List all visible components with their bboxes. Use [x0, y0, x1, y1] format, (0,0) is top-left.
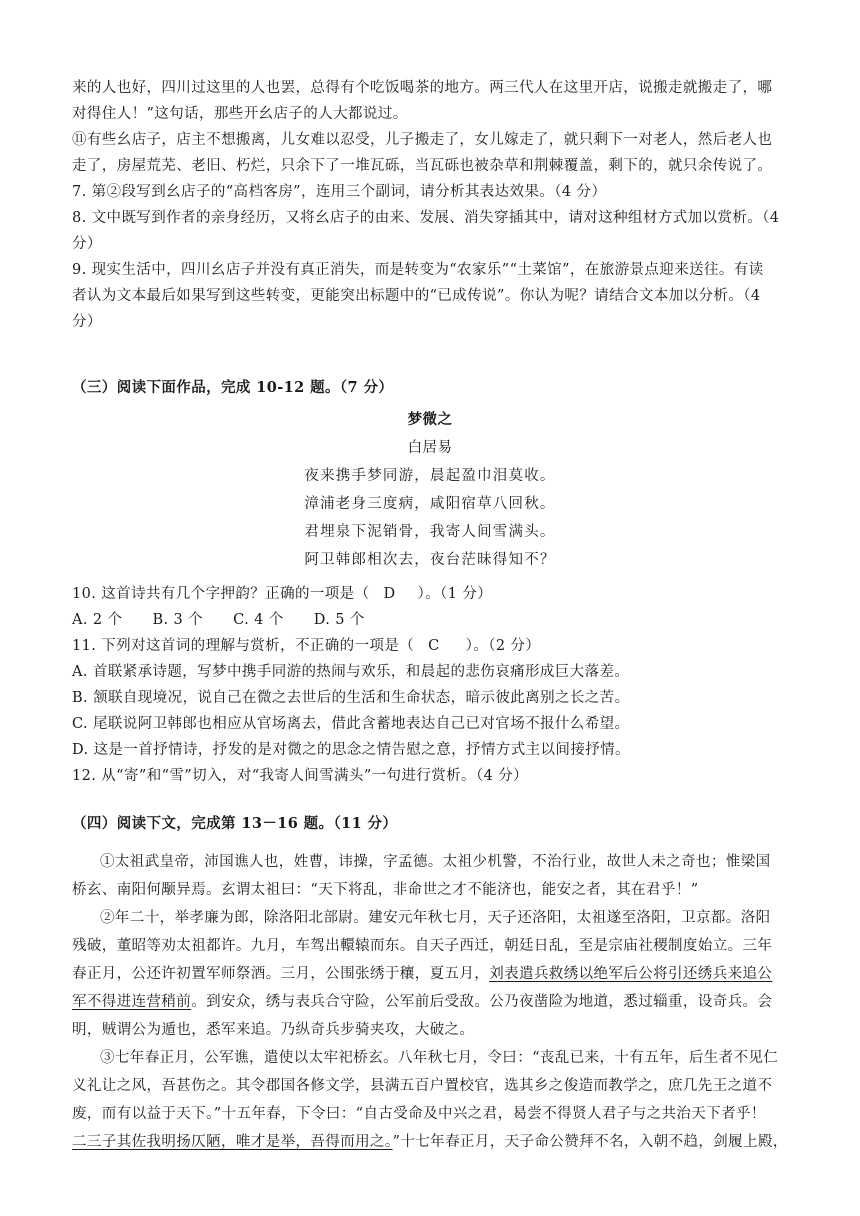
question-11 [72, 636, 540, 656]
question-11-tail: ）。（2 分） [465, 638, 541, 654]
question-11-option-c: C. 尾联说阿卫韩郎也相应从官场离去，借此含蓄地表达自己已对官场不报什么希望。 [72, 716, 630, 732]
question-10-answer: D [383, 586, 396, 602]
poem-title: 梦微之 [407, 411, 453, 428]
poem-line: 夜来携手梦同游，晨起盈巾泪莫收。 [304, 468, 556, 484]
section-four-heading: （四）阅读下文，完成第 13－16 题。（11 分） [72, 815, 398, 832]
paragraph-11-line-1: ⑪有些幺店子，店主不想搬离，儿女难以忍受，儿子搬走了，女儿嫁走了，就只剩下一对老人，然后老人也 [72, 132, 773, 148]
question-11-stem: 11. 下列对这首词的理解与赏析，不正确的一项是（ [72, 638, 415, 654]
passage-paragraph-3-line-4 [72, 1132, 788, 1152]
underlined-sentence: 刘表遣兵救绣以绝军后公将引还绣兵来追公 [489, 966, 773, 982]
underlined-sentence: 二三子其佐我明扬仄陋，唯才是举，吾得而用之。 [72, 1134, 393, 1150]
passage-paragraph-2-line-4 [72, 992, 772, 1012]
question-7: 7. 第②段写到幺店子的“高档客房”，连用三个副词，请分析其表达效果。（4 分） [72, 184, 607, 200]
passage-text: 。到安众，绣与表兵合守险，公军前后受敌。公乃夜凿险为地道，悉过辎重，设奇兵。会 [191, 994, 773, 1010]
passage-text: 春正月，公还许初置军师祭酒。三月，公围张绣于穰，夏五月， [72, 966, 490, 982]
question-10-stem: 10. 这首诗共有几个字押韵？正确的一项是（ [72, 586, 370, 602]
passage-paragraph-2-line-1: ②年二十，举孝廉为郎，除洛阳北部尉。建安元年秋七月，天子还洛阳，太祖遂至洛阳，卫京都。洛阳 [100, 910, 771, 926]
poem-line: 漳浦老身三度病，咸阳宿草八回秋。 [304, 496, 556, 512]
passage-paragraph-3-line-2: 义礼让之风，吾甚伤之。其令郡国各修文学，县满五百户置校官，选其乡之俊造而教学之，庶几先王之道不 [72, 1078, 773, 1094]
passage-paragraph-1-line-2: 桥玄、南阳何颙异焉。玄谓太祖曰：“天下将乱，非命世之才不能济也，能安之者，其在君乎！” [72, 882, 699, 898]
section-three-heading: （三）阅读下面作品，完成 10-12 题。（7 分） [72, 379, 394, 396]
question-8-line-1: 8. 文中既写到作者的亲身经历，又将幺店子的由来、发展、消失穿插其中，请对这种组材方式加以赏析。（4 [72, 210, 780, 226]
question-11-answer: C [428, 638, 440, 654]
question-10-tail: ）。（1 分） [417, 586, 493, 602]
paragraph-10-line-2: 对得住人！”这句话，那些开幺店子的人大都说过。 [72, 106, 408, 122]
question-10-options: A. 2 个 B. 3 个 C. 4 个 D. 5 个 [72, 612, 365, 628]
passage-paragraph-1-line-1: ①太祖武皇帝，沛国谯人也，姓曹，讳操，字孟德。太祖少机警，不治行业，故世人未之奇也；惟梁国 [100, 854, 771, 870]
passage-paragraph-3-line-3: 废，而有以益于天下。”十五年春，下令曰：“自古受命及中兴之君，曷尝不得贤人君子与之共治天下者乎！ [72, 1106, 766, 1122]
question-8-line-2: 分） [72, 236, 102, 252]
passage-paragraph-2-line-3 [72, 964, 772, 984]
poem-author: 白居易 [407, 440, 453, 456]
paragraph-11-line-2: 走了，房屋荒芜、老旧、朽烂，只余下了一堆瓦砾，当瓦砾也被杂草和荆棘覆盖，剩下的，就只余传说了。 [72, 158, 773, 174]
paragraph-10-line-1: 来的人也好，四川过这里的人也罢，总得有个吃饭喝茶的地方。两三代人在这里开店，说搬走就搬走了，哪 [72, 80, 773, 96]
question-11-option-d: D. 这是一首抒情诗，抒发的是对微之的思念之情告慰之意，抒情方式主以间接抒情。 [72, 742, 630, 758]
underlined-sentence: 军不得进连营稍前 [72, 994, 192, 1010]
poem-line: 阿卫韩郎相次去，夜台茫昧得知不？ [304, 552, 556, 568]
question-9-line-2: 者认为文本最后如果写到这些转变，更能突出标题中的“已成传说”。你认为呢？请结合文本加以分析。（4 [72, 288, 761, 304]
question-12: 12. 从“寄”和“雪”切入，对“我寄人间雪满头”一句进行赏析。（4 分） [72, 768, 529, 784]
question-11-option-b: B. 颔联自现境况，说自己在微之去世后的生活和生命状态，暗示彼此离别之长之苦。 [72, 690, 630, 706]
question-9-line-1: 9. 现实生活中，四川幺店子并没有真正消失，而是转变为“农家乐”“土菜馆”，在旅游景点迎来送往。有读 [72, 262, 764, 278]
question-10 [72, 584, 492, 604]
question-11-option-a: A. 首联紧承诗题，写梦中携手同游的热闹与欢乐，和晨起的悲伤哀痛形成巨大落差。 [72, 664, 630, 680]
question-9-line-3: 分） [72, 314, 102, 330]
passage-text: ”十七年春正月，天子命公赞拜不名，入朝不趋，剑履上殿， [392, 1134, 788, 1150]
passage-paragraph-3-line-1: ③七年春正月，公军谯，遣使以太牢祀桥玄。八年秋七月，令曰：“丧乱已来，十有五年，后生者不见仁 [100, 1050, 779, 1066]
poem-line: 君埋泉下泥销骨，我寄人间雪满头。 [304, 524, 556, 540]
passage-paragraph-2-line-5: 明，贼谓公为遁也，悉军来追。乃纵奇兵步骑夹攻，大破之。 [72, 1022, 475, 1038]
passage-paragraph-2-line-2: 残破，董昭等劝太祖都许。九月，车驾出轘辕而东。自天子西迁，朝廷日乱，至是宗庙社稷制度始立。三年 [72, 938, 773, 954]
